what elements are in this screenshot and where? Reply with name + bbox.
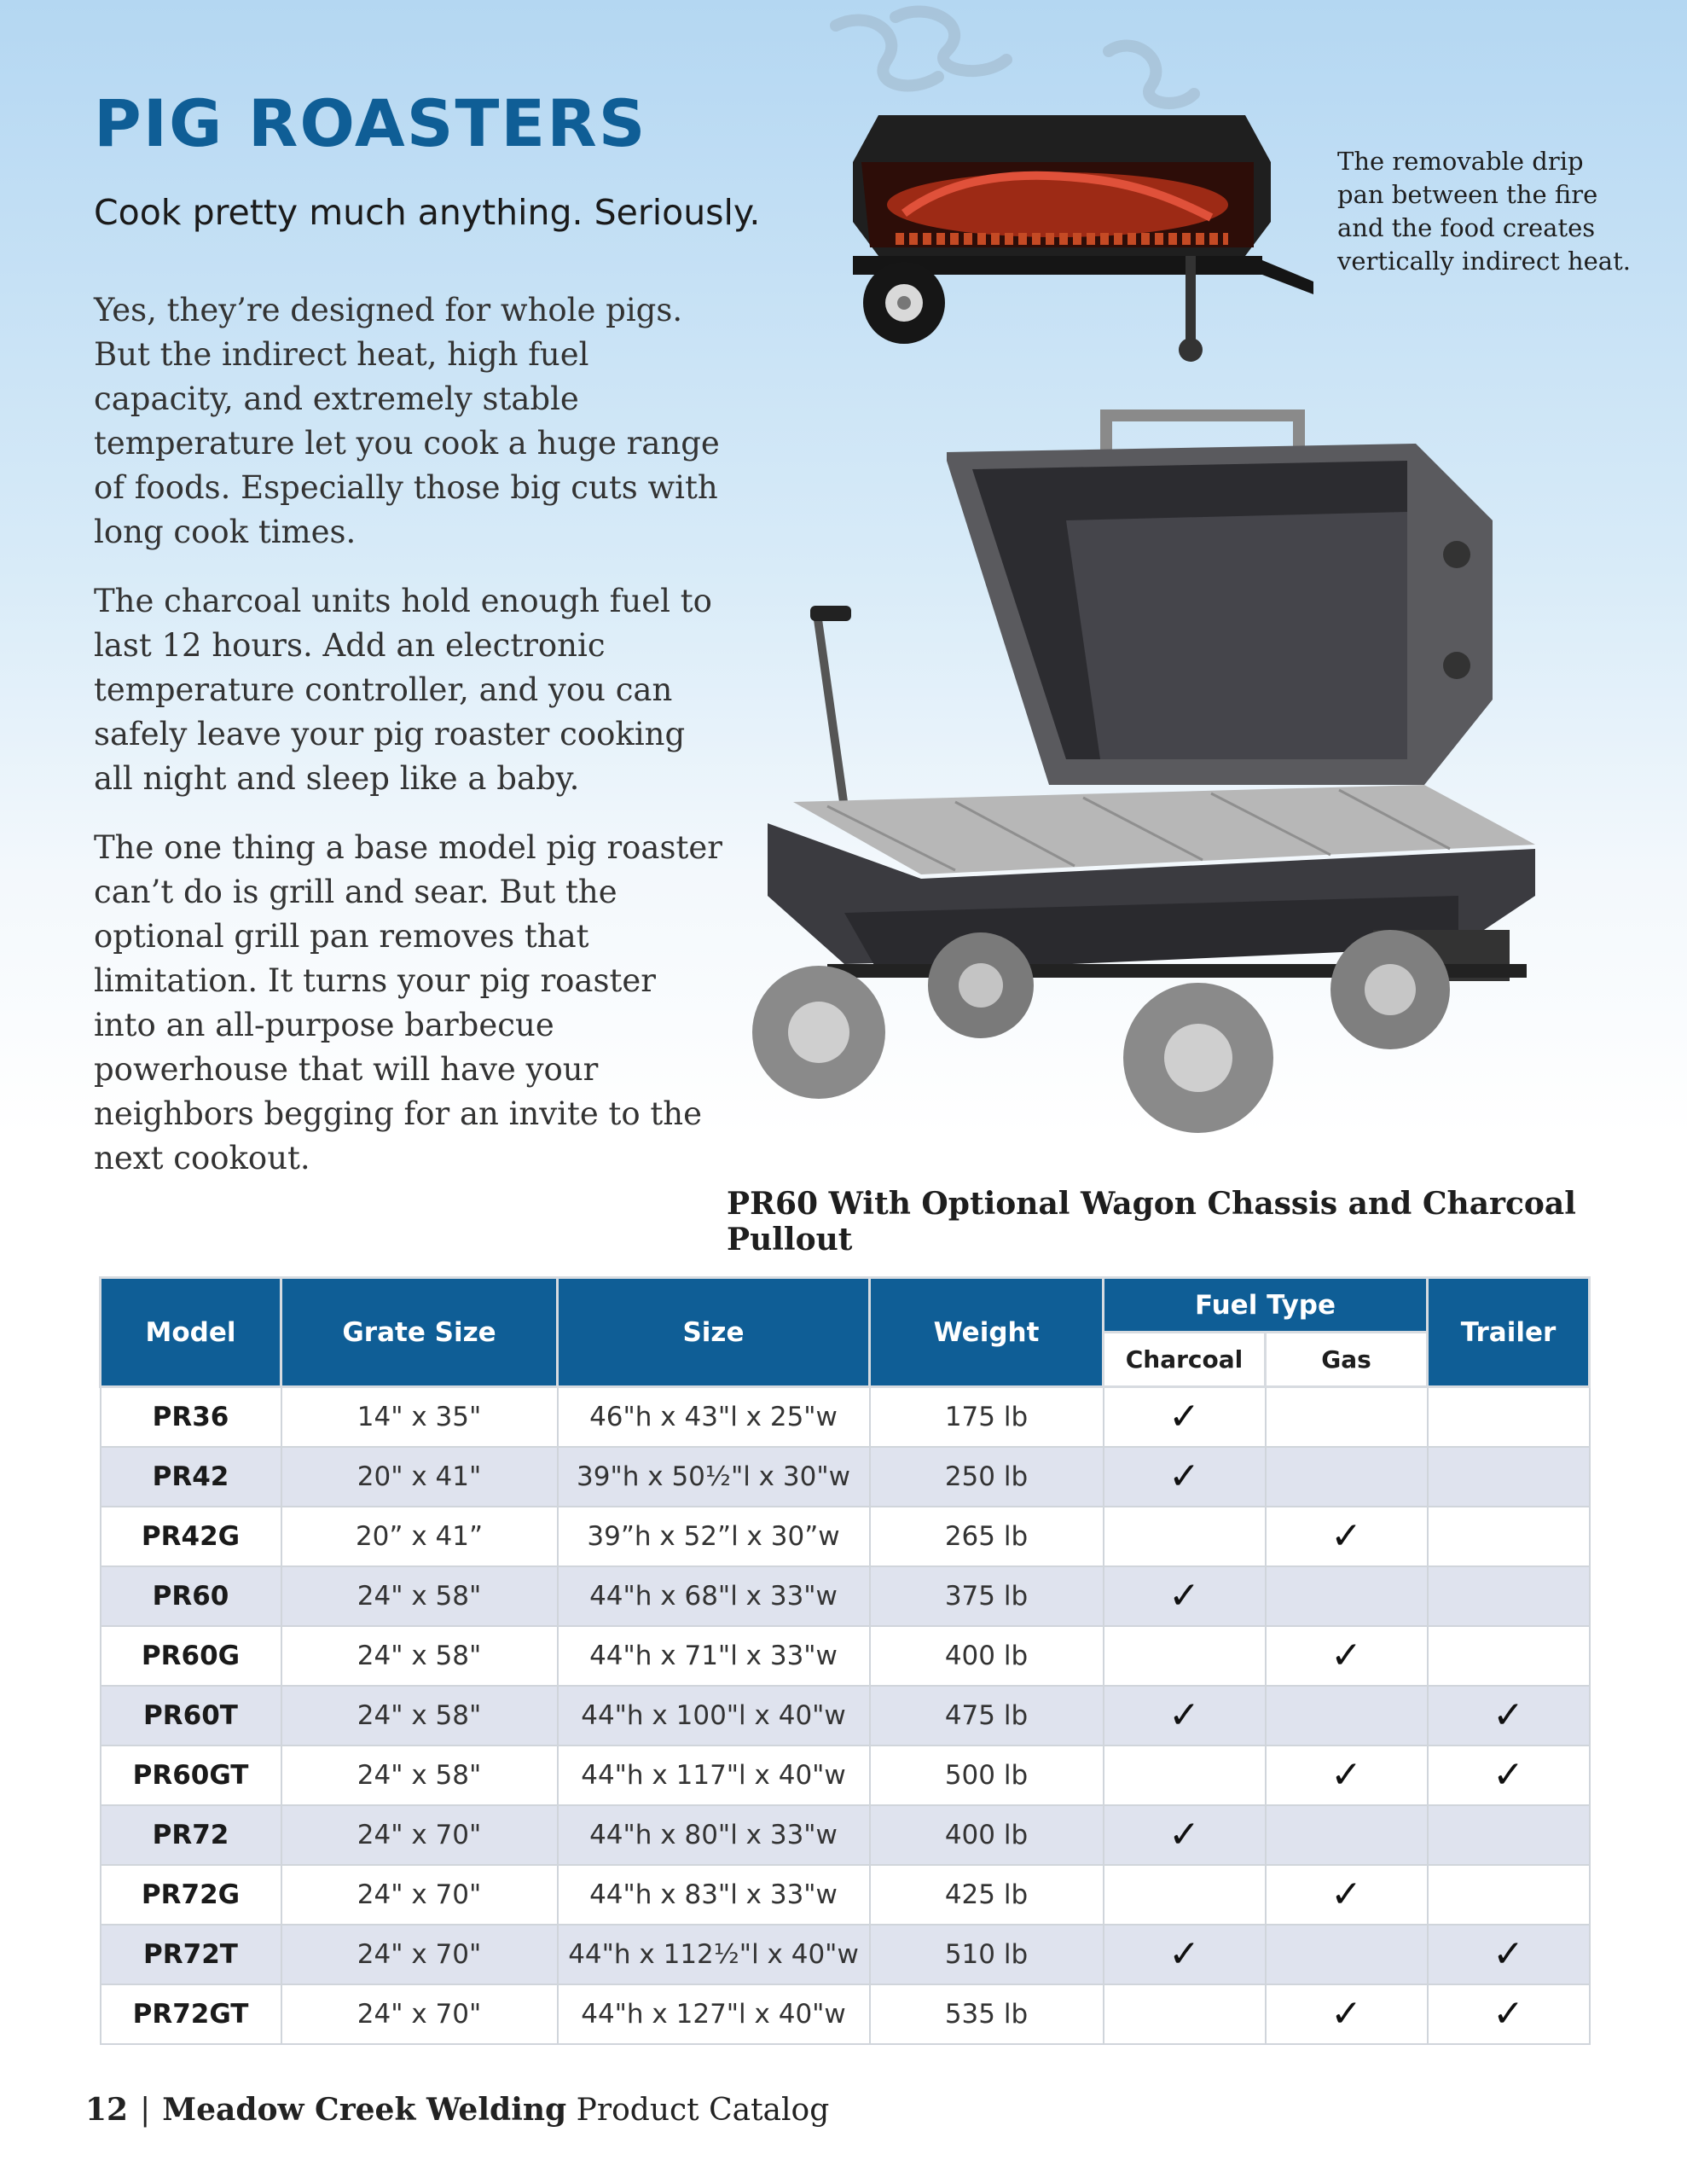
cell-model: PR60GT — [101, 1745, 281, 1805]
cell-weight: 475 lb — [870, 1686, 1104, 1745]
cell-charcoal — [1104, 1745, 1266, 1805]
cell-size: 44"h x 112½"l x 40"w — [558, 1925, 870, 1984]
col-header-grate-size: Grate Size — [281, 1278, 558, 1387]
table-row — [101, 1387, 1590, 1447]
cell-size: 44"h x 83"l x 33"w — [558, 1865, 870, 1925]
pr60-wagon-photo — [742, 384, 1595, 1169]
table-row — [101, 1686, 1590, 1745]
footer-suffix: Product Catalog — [576, 2093, 830, 2128]
cell-grate: 20” x 41” — [281, 1507, 558, 1566]
cell-grate: 14" x 35" — [281, 1387, 558, 1447]
page-number: 12 — [85, 2092, 129, 2128]
checkmark-icon: ✓ — [1493, 1991, 1524, 2036]
cell-grate: 24" x 70" — [281, 1805, 558, 1865]
cutaway-roaster-illustration — [768, 0, 1330, 392]
page-subtitle: Cook pretty much anything. Seriously. — [94, 192, 761, 233]
checkmark-icon: ✓ — [1168, 1454, 1200, 1498]
table-row — [101, 1447, 1590, 1507]
col-header-charcoal: Charcoal — [1104, 1333, 1266, 1387]
cell-weight: 510 lb — [870, 1925, 1104, 1984]
cell-charcoal — [1104, 1566, 1266, 1626]
cell-trailer — [1428, 1566, 1590, 1626]
photo-caption: PR60 With Optional Wagon Chassis and Charcoal Pullout — [727, 1186, 1576, 1258]
checkmark-icon: ✓ — [1168, 1573, 1200, 1618]
roaster-body — [853, 115, 1271, 256]
cell-size: 44"h x 80"l x 33"w — [558, 1805, 870, 1865]
cell-size: 44"h x 68"l x 33"w — [558, 1566, 870, 1626]
cell-weight: 425 lb — [870, 1865, 1104, 1925]
cell-gas — [1266, 1984, 1428, 2044]
body-paragraph: Yes, they’re designed for whole pigs. But the indirect heat, high fuel capacity, and extremely stable temperature let you cook a huge range of foods. Especially those big cuts with long cook times. — [94, 292, 720, 550]
table-row — [101, 1566, 1590, 1626]
cell-weight: 265 lb — [870, 1507, 1104, 1566]
cell-trailer — [1428, 1626, 1590, 1686]
cell-gas — [1266, 1507, 1428, 1566]
checkmark-icon: ✓ — [1168, 1394, 1200, 1438]
cell-model: PR72GT — [101, 1984, 281, 2044]
cell-gas — [1266, 1865, 1428, 1925]
cell-model: PR60T — [101, 1686, 281, 1745]
cell-gas — [1266, 1925, 1428, 1984]
cell-model: PR60 — [101, 1566, 281, 1626]
cell-gas — [1266, 1686, 1428, 1745]
cell-gas — [1266, 1626, 1428, 1686]
cell-grate: 24" x 70" — [281, 1925, 558, 1984]
cell-size: 44"h x 100"l x 40"w — [558, 1686, 870, 1745]
cell-weight: 375 lb — [870, 1566, 1104, 1626]
cell-weight: 400 lb — [870, 1805, 1104, 1865]
spec-table — [99, 1276, 1591, 2045]
cell-grate: 24" x 70" — [281, 1865, 558, 1925]
checkmark-icon: ✓ — [1330, 1752, 1362, 1797]
checkmark-icon: ✓ — [1330, 1991, 1362, 2036]
open-lid — [947, 410, 1493, 785]
cell-model: PR72 — [101, 1805, 281, 1865]
cell-trailer — [1428, 1805, 1590, 1865]
cell-size: 44"h x 71"l x 33"w — [558, 1626, 870, 1686]
cell-trailer — [1428, 1507, 1590, 1566]
cell-weight: 175 lb — [870, 1387, 1104, 1447]
table-row — [101, 1865, 1590, 1925]
cell-gas — [1266, 1745, 1428, 1805]
checkmark-icon: ✓ — [1168, 1693, 1200, 1737]
checkmark-icon: ✓ — [1330, 1513, 1362, 1558]
cell-charcoal — [1104, 1984, 1266, 2044]
table-row — [101, 1745, 1590, 1805]
drip-pan-note: The removable drip pan between the fire and the food creates vertically indirect heat. — [1337, 147, 1631, 276]
cell-charcoal — [1104, 1387, 1266, 1447]
page-title: PIG ROASTERS — [94, 85, 647, 161]
cell-grate: 24" x 70" — [281, 1984, 558, 2044]
cell-weight: 500 lb — [870, 1745, 1104, 1805]
cell-model: PR36 — [101, 1387, 281, 1447]
cell-grate: 24" x 58" — [281, 1686, 558, 1745]
cell-trailer — [1428, 1745, 1590, 1805]
col-header-fuel-type: Fuel Type — [1104, 1278, 1428, 1333]
checkmark-icon: ✓ — [1330, 1872, 1362, 1916]
cell-weight: 250 lb — [870, 1447, 1104, 1507]
cell-model: PR72T — [101, 1925, 281, 1984]
table-row — [101, 1925, 1590, 1984]
cell-charcoal — [1104, 1686, 1266, 1745]
cell-grate: 24" x 58" — [281, 1626, 558, 1686]
cell-gas — [1266, 1387, 1428, 1447]
checkmark-icon: ✓ — [1168, 1812, 1200, 1856]
cell-model: PR72G — [101, 1865, 281, 1925]
cell-charcoal — [1104, 1925, 1266, 1984]
cell-model: PR60G — [101, 1626, 281, 1686]
body-paragraph: The one thing a base model pig roaster can’t do is grill and sear. But the optional grill pan removes that limitation. It turns your pig roaster into an all-purpose barbecue powerhouse that will have your neighbors begging for an invite to the next cookout. — [94, 829, 722, 1176]
spec-table-body — [101, 1387, 1590, 2044]
cell-gas — [1266, 1447, 1428, 1507]
cell-size: 39”h x 52”l x 30”w — [558, 1507, 870, 1566]
col-header-model: Model — [101, 1278, 281, 1387]
checkmark-icon: ✓ — [1493, 1931, 1524, 1976]
col-header-trailer: Trailer — [1428, 1278, 1590, 1387]
cell-size: 44"h x 127"l x 40"w — [558, 1984, 870, 2044]
cell-weight: 400 lb — [870, 1626, 1104, 1686]
cell-weight: 535 lb — [870, 1984, 1104, 2044]
col-header-gas: Gas — [1266, 1333, 1428, 1387]
table-row — [101, 1984, 1590, 2044]
checkmark-icon: ✓ — [1493, 1752, 1524, 1797]
cell-model: PR42 — [101, 1447, 281, 1507]
body-paragraph: The charcoal units hold enough fuel to last 12 hours. Add an electronic temperature controller, and you can safely leave your pig roaster cooking all night and sleep like a baby. — [94, 583, 712, 797]
cell-gas — [1266, 1805, 1428, 1865]
cell-charcoal — [1104, 1447, 1266, 1507]
cell-size: 39"h x 50½"l x 30"w — [558, 1447, 870, 1507]
table-row — [101, 1507, 1590, 1566]
cell-charcoal — [1104, 1507, 1266, 1566]
cell-size: 44"h x 117"l x 40"w — [558, 1745, 870, 1805]
cell-trailer — [1428, 1925, 1590, 1984]
cell-trailer — [1428, 1686, 1590, 1745]
checkmark-icon: ✓ — [1168, 1931, 1200, 1976]
trailer-frame — [853, 256, 1313, 362]
checkmark-icon: ✓ — [1493, 1693, 1524, 1737]
cell-trailer — [1428, 1984, 1590, 2044]
table-row — [101, 1805, 1590, 1865]
footer-separator: | — [140, 2093, 151, 2128]
cell-trailer — [1428, 1387, 1590, 1447]
col-header-weight: Weight — [870, 1278, 1104, 1387]
cell-model: PR42G — [101, 1507, 281, 1566]
handle-bar — [810, 606, 851, 819]
table-row — [101, 1626, 1590, 1686]
cell-trailer — [1428, 1447, 1590, 1507]
cell-trailer — [1428, 1865, 1590, 1925]
cell-gas — [1266, 1566, 1428, 1626]
cell-grate: 20" x 41" — [281, 1447, 558, 1507]
smoke-plume — [836, 12, 1194, 103]
cell-charcoal — [1104, 1805, 1266, 1865]
cell-size: 46"h x 43"l x 25"w — [558, 1387, 870, 1447]
cell-charcoal — [1104, 1865, 1266, 1925]
col-header-size: Size — [558, 1278, 870, 1387]
footer-brand: Meadow Creek Welding — [162, 2092, 567, 2128]
checkmark-icon: ✓ — [1330, 1633, 1362, 1677]
cell-grate: 24" x 58" — [281, 1745, 558, 1805]
cell-grate: 24" x 58" — [281, 1566, 558, 1626]
body-copy — [94, 288, 725, 1205]
cell-charcoal — [1104, 1626, 1266, 1686]
page-footer — [85, 2092, 829, 2128]
